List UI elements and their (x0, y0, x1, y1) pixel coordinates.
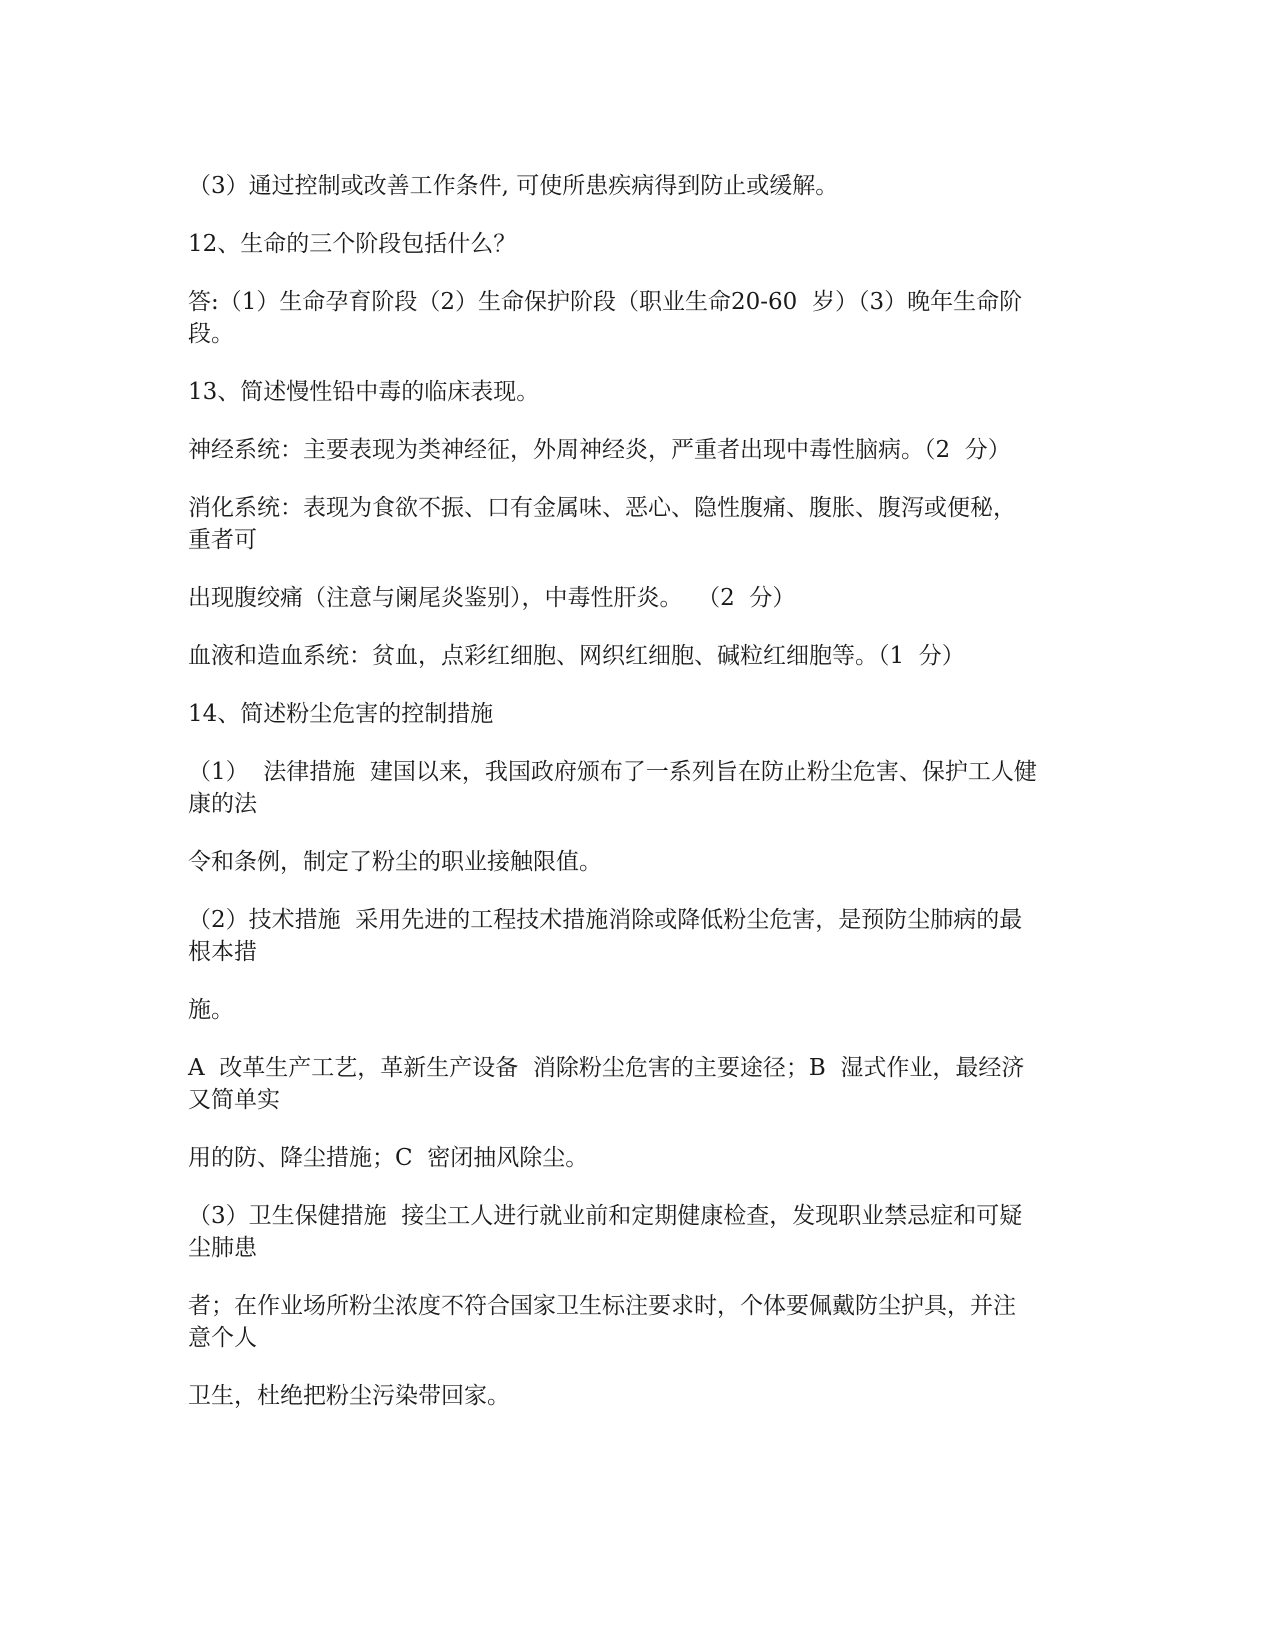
text-line: 血液和造血系统：贫血，点彩红细胞、网织红细胞、碱粒红细胞等。（1 分） (188, 643, 965, 669)
text-line: 重者可 (188, 527, 257, 553)
question-13: 13、简述慢性铅中毒的临床表现。 (188, 379, 540, 405)
text-line: 施。 (188, 997, 234, 1023)
text-line: 卫生，杜绝把粉尘污染带回家。 (188, 1383, 510, 1409)
text-line: 意个人 (188, 1325, 257, 1351)
text-line: 用的防、降尘措施；C 密闭抽风除尘。 (188, 1145, 589, 1171)
text-line: 神经系统：主要表现为类神经征，外周神经炎，严重者出现中毒性脑病。（2 分） (188, 437, 1011, 463)
text-line: 段。 (188, 321, 234, 347)
text-line: 者；在作业场所粉尘浓度不符合国家卫生标注要求时，个体要佩戴防尘护具，并注 (188, 1293, 1016, 1319)
text-line: 又简单实 (188, 1087, 280, 1113)
question-12: 12、生命的三个阶段包括什么？ (188, 231, 517, 257)
text-line: （3）通过控制或改善工作条件, 可使所患疾病得到防止或缓解。 (188, 173, 839, 199)
text-line: 根本措 (188, 939, 257, 965)
text-line: 康的法 (188, 791, 257, 817)
text-line: 令和条例，制定了粉尘的职业接触限值。 (188, 849, 602, 875)
text-line: （1） 法律措施 建国以来，我国政府颁布了一系列旨在防止粉尘危害、保护工人健 (188, 759, 1037, 785)
text-line: （2）技术措施 采用先进的工程技术措施消除或降低粉尘危害，是预防尘肺病的最 (188, 907, 1023, 933)
text-line: 答:（1）生命孕育阶段（2）生命保护阶段（职业生命20-60 岁）（3）晚年生命阶 (188, 289, 1023, 315)
text-line: （3）卫生保健措施 接尘工人进行就业前和定期健康检查，发现职业禁忌症和可疑 (188, 1203, 1023, 1229)
text-line: 消化系统：表现为食欲不振、口有金属味、恶心、隐性腹痛、腹胀、腹泻或便秘， (188, 495, 1016, 521)
text-line: A 改革生产工艺，革新生产设备 消除粉尘危害的主要途径；B 湿式作业，最经济 (188, 1055, 1025, 1081)
text-line: 尘肺患 (188, 1235, 257, 1261)
text-line: 出现腹绞痛（注意与阑尾炎鉴别），中毒性肝炎。 （2 分） (188, 585, 796, 611)
question-14: 14、简述粉尘危害的控制措施 (188, 701, 494, 727)
